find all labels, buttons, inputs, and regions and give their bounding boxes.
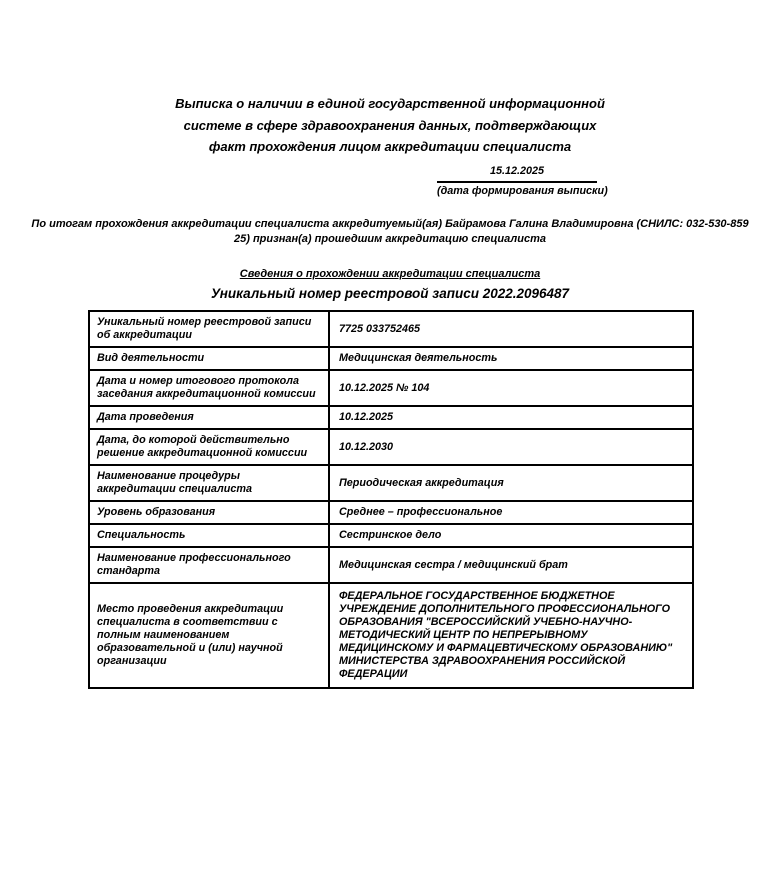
row-value: Сестринское дело: [329, 524, 693, 547]
row-label: Наименование процедуры аккредитации специалиста: [89, 465, 329, 501]
issue-date-caption: (дата формирования выписки): [437, 185, 608, 197]
table-row: [89, 501, 693, 524]
row-label: Наименование профессионального стандарта: [89, 547, 329, 583]
row-value: ФЕДЕРАЛЬНОЕ ГОСУДАРСТВЕННОЕ БЮДЖЕТНОЕ УЧРЕЖДЕНИЕ ДОПОЛНИТЕЛЬНОГО ПРОФЕССИОНАЛЬНОГО ОБРАЗОВАНИЯ "ВСЕРОССИЙСКИЙ УЧЕБНО-НАУЧНО-МЕТОДИЧЕСКИЙ ЦЕНТР ПО НЕПРЕРЫВНОМУ МЕДИЦИНСКОМУ И ФАРМАЦЕВТИЧЕСКОМУ ОБРАЗОВАНИЮ" МИНИСТЕРСТВА ЗДРАВООХРАНЕНИЯ РОССИЙСКОЙ ФЕДЕРАЦИИ: [329, 583, 693, 688]
row-value: Среднее – профессиональное: [329, 501, 693, 524]
row-label: Дата проведения: [89, 406, 329, 429]
row-label: Специальность: [89, 524, 329, 547]
row-value: 10.12.2030: [329, 429, 693, 465]
row-label: Уникальный номер реестровой записи об аккредитации: [89, 311, 329, 347]
table-row: [89, 429, 693, 465]
table-row: [89, 347, 693, 370]
row-value: 7725 033752465: [329, 311, 693, 347]
row-value: Медицинская деятельность: [329, 347, 693, 370]
row-value: Медицинская сестра / медицинский брат: [329, 547, 693, 583]
row-value: 10.12.2025 № 104: [329, 370, 693, 406]
table-row: [89, 524, 693, 547]
table-row: [89, 406, 693, 429]
row-label: Место проведения аккредитации специалиста в соответствии с полным наименованием образовательной и (или) научной организации: [89, 583, 329, 688]
registry-heading: Уникальный номер реестровой записи 2022.2096487: [210, 286, 570, 301]
issue-date: 15.12.2025: [437, 165, 597, 183]
row-label: Дата и номер итогового протокола заседания аккредитационной комиссии: [89, 370, 329, 406]
table-row: [89, 370, 693, 406]
section-heading-text: Сведения о прохождении аккредитации специалиста: [239, 268, 541, 280]
section-heading: [0, 268, 780, 280]
row-label: Дата, до которой действительно решение аккредитационной комиссии: [89, 429, 329, 465]
row-value: 10.12.2025: [329, 406, 693, 429]
issue-date-block: [437, 165, 608, 198]
document-title: Выписка о наличии в единой государственной информационной системе в сфере здравоохранения данных, подтверждающих факт прохождения лицом аккредитации специалиста: [175, 96, 605, 154]
table-row: [89, 465, 693, 501]
row-value: Периодическая аккредитация: [329, 465, 693, 501]
table-row: [89, 311, 693, 347]
table-row: [89, 583, 693, 688]
accreditation-table: [88, 310, 694, 689]
row-label: Уровень образования: [89, 501, 329, 524]
table-row: [89, 547, 693, 583]
row-label: Вид деятельности: [89, 347, 329, 370]
intro-paragraph: По итогам прохождения аккредитации специалиста аккредитуемый(ая) Байрамова Галина Владимировна (СНИЛС: 032-530-859 25) признан(а) прошедшим аккредитацию специалиста: [31, 218, 749, 245]
